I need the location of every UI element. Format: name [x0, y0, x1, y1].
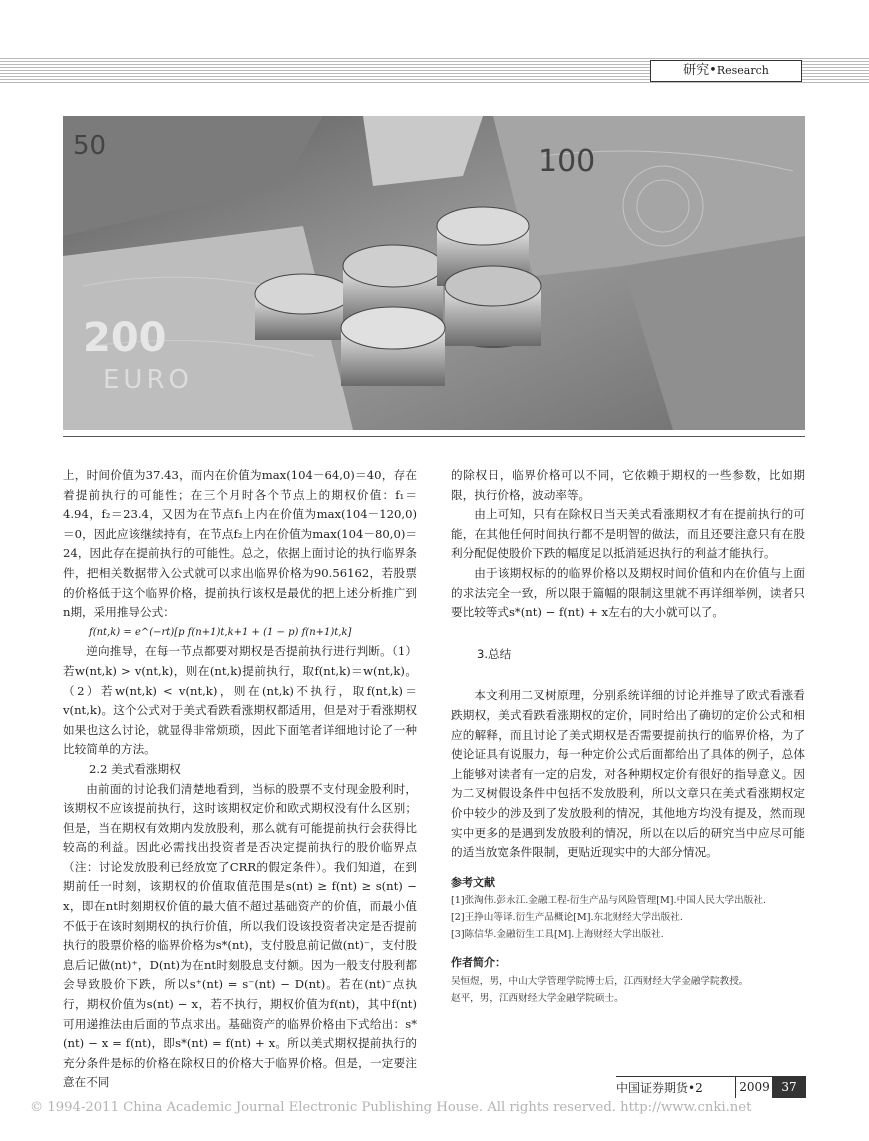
note-100-text: 100 — [538, 144, 596, 179]
left-paragraph-2: 逆向推导，在每一节点都要对期权是否提前执行进行判断。（1）若w(nt,k) > v(nt,k)，则在(nt,k)提前执行，取f(nt,k)＝w(nt,k)。（2）若w(nt,k) < v(nt,k)，则在(nt,k)不执行，取f(nt,k)＝v(nt,k)。这个公式对于美式看跌看涨期权都适用，但是对于看涨期权如果也这么讨论，就显得非常烦琐，因此下面笔者详细地讨论了一种比较简单的方法。 — [63, 644, 417, 757]
footer-page-number: 37 — [772, 1077, 806, 1098]
cnki-watermark: © 1994-2011 China Academic Journal Electronic Publishing House. All rights reserved. http://www.cnki.net — [30, 1100, 752, 1115]
author-heading: 作者简介： — [451, 956, 506, 970]
reference-item: [2]王挣山等译.衍生产品概论[M].东北财经大学出版社. — [451, 912, 683, 924]
section-tag — [650, 60, 802, 82]
right-paragraph-4: 本文利用二叉树原理，分别系统详细的讨论并推导了欧式看涨看跌期权，美式看跌看涨期权的定价，同时给出了确切的定价公式和相应的解释，而且讨论了美式期权是否需要提前执行的临界价格，为了使论证具有说服力，每一种定价公式后面都给出了具体的例子，总体上能够对读者有一定的启发，对各种期权定价有很好的指导意义。因为二叉树假设条件中包括不发放股利，所以文章只在美式看涨期权定价中较少的涉及到了发放股利的情况，其他地方均没有提及，然而现实中更多的是遇到发放股利的情况，所以在以后的研究当中应尽可能的适当放宽条件限制，更贴近现实中的大部分情况。 — [451, 688, 805, 860]
right-paragraph-3: 由于该期权标的的临界价格以及期权时间价值和内在价值与上面的求法完全一致，所以限于篇幅的限制这里就不再详细举例，读者只要比较等式s*(nt) − f(nt) + x左右的大小就可以了。 — [451, 565, 805, 620]
reference-item: [3]陈信华.金融衍生工具[M].上海财经大学出版社. — [451, 929, 664, 941]
left-paragraph-1: 上，时间价值为37.43，而内在价值为max(104－64,0)＝40，存在着提前执行的可能性；在三个月时各个节点上的期权价值：f₁＝4.94，f₂＝23.4，又因为在节点f₁上内在价值为max(104－120,0)＝0，因此应该继续持有，在节点f₂上内在价值为max(104－80,0)＝24，因此存在提前执行的可能性。总之，依据上面讨论的执行临界条件，把相关数据带入公式就可以求出临界价格为90.56162，若股票的价格低于这个临界价格，提前执行该权是最优的把上述分析推广到n期，采用推导公式： — [63, 468, 417, 620]
euro-coins-photo — [63, 116, 805, 430]
author-item: 吴恒煜，男，中山大学管理学院博士后，江西财经大学金融学院教授。 — [451, 975, 749, 987]
section-tag-cn: 研究 — [683, 63, 710, 78]
right-paragraph-1: 的除权日，临界价格可以不同，它依赖于期权的一些参数，比如期限，执行价格，波动率等。 — [451, 468, 805, 502]
left-paragraph-3: 由前面的讨论我们清楚地看到，当标的股票不支付现金股利时，该期权不应该提前执行，这时该期权定价和欧式期权没有什么区别；但是，当在期权有效期内发放股利，那么就有可能提前执行会获得比较高的利益。因此必需找出投资者是否决定提前执行的股价临界点（注：讨论发放股利已经放宽了CRR的假定条件）。我们知道，在到期前任一时刻，该期权的价值取值范围是s(nt) ≥ f(nt) ≥ s(nt) − x，即在nt时刻期权价值的最大值不超过基础资产的价值，而最小值不低于在该时刻期权的执行价值，所以我们设该投资者决定是否提前执行的股票价格的临界价格为s*(nt)，支付股息前记做(nt)⁻，支付股息后记做(nt)⁺，D(nt)为在nt时刻股息支付额。因为一般支付股利都会导致股价下跌，所以s⁺(nt) = s⁻(nt) − D(nt)。若在(nt)⁻点执行，期权价值为s(nt) − x，若不执行，期权价值为f(nt)，其中f(nt)可用递推法由后面的节点求出。基础资产的临界价格由下式给出：s*(nt) − x = f(nt)，即s*(nt) = f(nt) + x。所以美式期权提前执行的充分条件是标的价格在除权日的价格大于临界价格。但是，一定要注意在不同 — [63, 781, 417, 1090]
content-top-rule — [63, 436, 805, 437]
note-50-text: 50 — [73, 131, 107, 161]
right-paragraph-2: 由上可知，只有在除权日当天美式看涨期权才有在提前执行的可能，在其他任何时间执行都不是明智的做法，而且还要注意只有在股利分配促使股价下跌的幅度足以抵消延迟执行的利益才能执行。 — [451, 507, 805, 561]
reference-item: [1]张淘伟.彭永江.金融工程-衍生产品与风险管理[M].中国人民大学出版社. — [451, 895, 766, 907]
note-200-text: 200 — [83, 315, 167, 361]
footer-journal: 中国证券期货•2 — [616, 1081, 703, 1095]
left-column — [63, 466, 417, 1093]
section-tag-en: Research — [716, 64, 769, 77]
author-item: 赵平，男，江西财经大学金融学院硕士。 — [451, 992, 624, 1004]
section-tag-sep: • — [709, 63, 717, 78]
right-column — [451, 466, 805, 1007]
subsection-heading: 2.2 美式看涨期权 — [89, 761, 181, 776]
references-heading: 参考文献 — [451, 875, 495, 889]
recursion-formula: f(nt,k) = e^(−rt)[p f(n+1)t,k+1 + (1 − p) f(n+1)t,k] — [89, 626, 352, 638]
euro-text: EURO — [103, 365, 193, 395]
section-heading-conclusion: 3.总结 — [477, 646, 512, 661]
footer-year: 2009 — [735, 1077, 773, 1098]
